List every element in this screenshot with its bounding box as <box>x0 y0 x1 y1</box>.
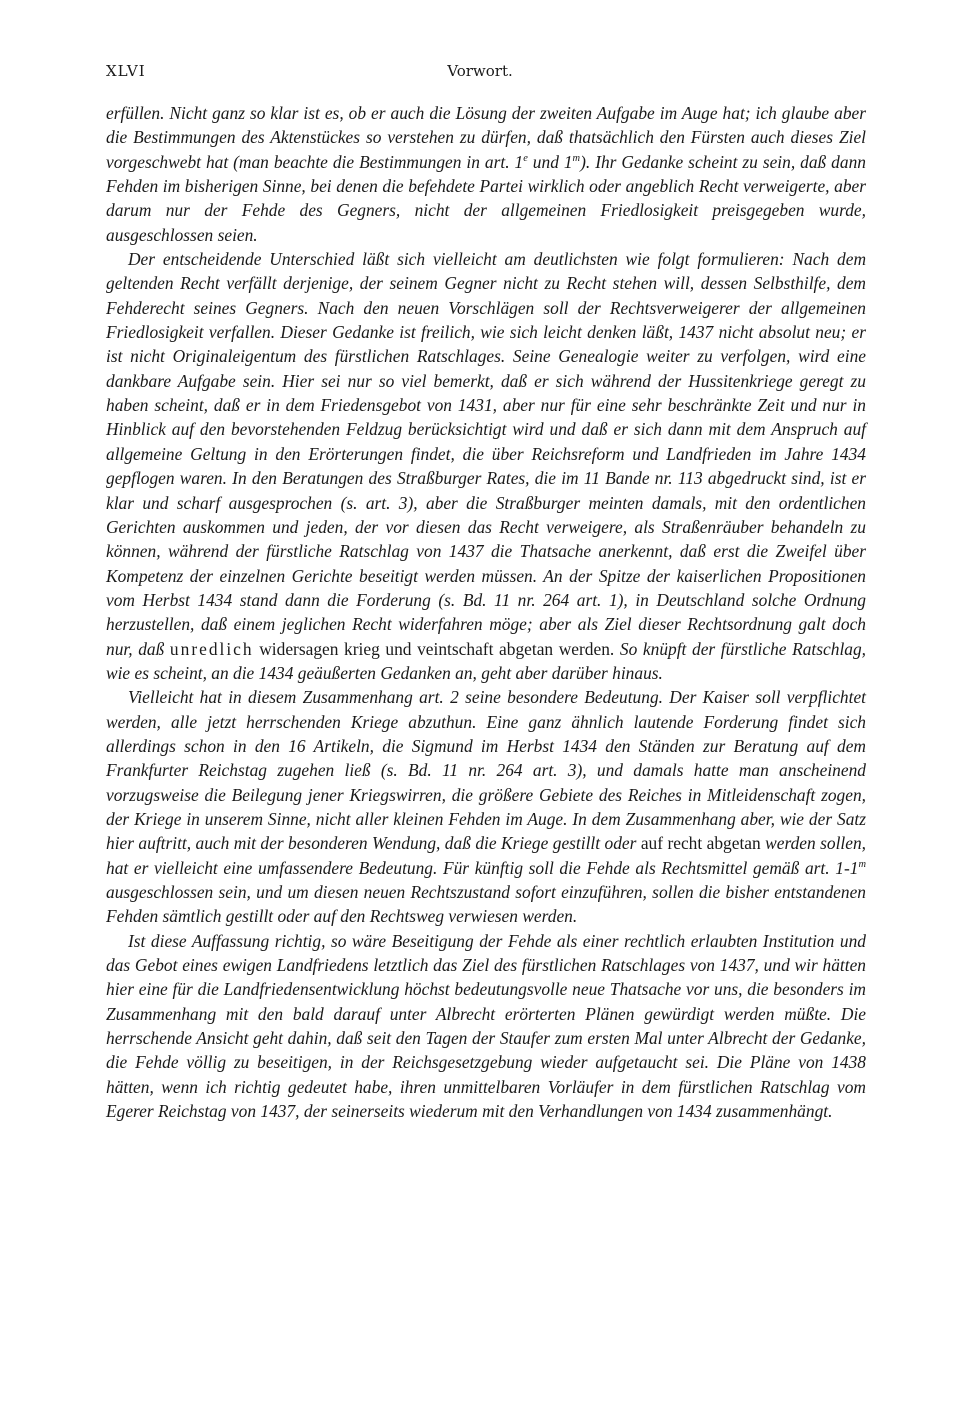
text-segment: erfüllen. Nicht ganz so klar ist es, ob er auch die Lösung der zweiten Aufgabe im Auge hat; ich glaube aber die Bestimmungen des Aktenstückes so verstehen zu dürfen, daß thatsächlich den Fürsten auch dieses Ziel vorgeschwebt hat (man beachte die Bestimmungen in art. 1 <box>106 103 866 172</box>
text-segment: und 1 <box>527 151 573 172</box>
text-segment: unredlich <box>169 638 254 659</box>
text-segment: Ist diese Auffassung richtig, so wäre Beseitigung der Fehde als einer rechtlich erlaubten Institution und das Gebot eines ewigen Landfriedens letztlich das Ziel des fürstlichen Ratschlages von 1437, und wir hätten hier eine für die Landfriedensentwicklung höchst bedeutungsvolle neue Thatsache vor uns, die besonders im Zusammenhang mit den bald darauf unter Albrecht erörterten Plänen gewürdigt werden müßte. Die herrschende Ansicht geht dahin, daß seit den Tagen der Staufer zum ersten Mal unter Albrecht der Gedanke, die Fehde völlig zu beseitigen, in der Reichsgesetzgebung wieder aufgetaucht sei. Die Pläne von 1438 hätten, wenn ich richtig gedeutet habe, ihren unmittelbaren Vorläufer in dem fürstlichen Ratschlag vom Egerer Reichstag von 1437, der seinerseits wiederum mit den Verhandlungen von 1434 zusammenhängt. <box>106 930 866 1122</box>
paragraph <box>106 101 866 247</box>
body-text <box>106 101 866 1123</box>
superscript: e <box>523 152 528 164</box>
superscript: m <box>858 858 866 870</box>
running-title: Vorwort. <box>447 62 513 80</box>
text-segment: werden sollen, hat er vielleicht eine umfassendere Bedeutung. Für künftig soll die Fehde als Rechtsmittel gemäß art. 1-1 <box>106 833 866 878</box>
superscript: m <box>572 152 581 164</box>
paragraph <box>106 247 866 685</box>
text-segment: Vielleicht hat in diesem Zusammenhang art. 2 seine besondere Bedeutung. Der Kaiser soll verpflichtet werden, alle jetzt herrschenden Kriege abzuthun. Eine ganz ähnlich lautende Forderung findet sich allerdings schon in den 16 Artikeln, die Sigmund im Herbst 1434 den Ständen zur Beratung auf dem Frankfurter Reichstag zugehen ließ (s. Bd. 11 nr. 264 art. 3), und damals hatte man anscheinend vorzugsweise die Beilegung jener Kriegswirren, die größere Gebiete des Reiches in Mitleidenschaft zogen, der Kriege in unserem Sinne, nicht aller kleinen Fehden im Auge. In dem Zusammenhang aber, wie der Satz hier auftritt, auch mit der besonderen Wendung, daß die Kriege gestillt oder <box>106 687 866 854</box>
text-segment: auf recht abgetan <box>640 833 761 854</box>
text-segment: ausgeschlossen sein, und um diesen neuen Rechtszustand sofort einzuführen, sollen die bisher entstandenen Fehden sämtlich gestillt oder auf den Rechtsweg verwiesen werden. <box>106 882 866 927</box>
paragraph <box>106 685 866 928</box>
text-segment: So knüpft der fürstliche Ratschlag, wie es scheint, an die 1434 geäußerten Gedanken an, geht aber darüber hinaus. <box>106 638 867 683</box>
text-segment: widersagen krieg und veintschaft abgetan werden. <box>253 638 615 659</box>
paragraph <box>106 929 866 1124</box>
page-number: XLVI <box>106 62 146 80</box>
page-header <box>106 62 854 86</box>
text-segment: ). Ihr Gedanke scheint zu sein, daß dann Fehden im bisherigen Sinne, bei denen die befehdete Partei wirklich oder angeblich Recht verweigerte, aber darum nur der Fehde des Gegners, nicht der allgemeinen Friedlosigkeit preisgegeben wurde, ausgeschlossen seien. <box>106 151 866 245</box>
text-segment: Der entscheidende Unterschied läßt sich vielleicht am deutlichsten wie folgt formulieren: Nach dem geltenden Recht verfällt derjenige, der seinem Gegner nicht zu Recht stehen will, dessen Selbsthilfe, dem Fehderecht seines Gegners. Nach den neuen Vorschlägen soll der Rechtsverweigerer der allgemeinen Friedlosigkeit verfallen. Dieser Gedanke ist freilich, wie sich leicht denken läßt, 1437 nicht absolut neu; er ist nicht Originaleigentum des fürstlichen Ratschlages. Seine Genealogie weiter zu verfolgen, wird eine dankbare Aufgabe sein. Hier sei nur so viel bemerkt, daß er sich während der Hussitenkriege geregt zu haben scheint, daß er in dem Friedensgebot von 1431, aber nur für eine sehr beschränkte Zeit und nur in Hinblick auf den bevorstehenden Feldzug berücksichtigt wird und daß er sich dann mit dem Anspruch auf allgemeine Geltung in den Erörterungen findet, die über Reichsreform und Landfrieden im Jahre 1434 gepflogen waren. In den Beratungen des Straßburger Rates, die im 11 Bande nr. 113 abgedruckt sind, ist er klar und scharf ausgesprochen (s. art. 3), aber die Straßburger meinten damals, mit den ordentlichen Gerichten auskommen und jeden, der vor diesen das Recht verweigere, als Straßenräuber behandeln zu können, während der fürstliche Ratschlag von 1437 die Thatsache anerkennt, daß erst die Zweifel über Kompetenz der einzelnen Gerichte beseitigt werden müssen. An der Spitze der kaiserlichen Propositionen vom Herbst 1434 stand dann die Forderung (s. Bd. 11 nr. 264 art. 1), in Deutschland solche Ordnung herzustellen, daß einem jeglichen Recht widerfahren möge; aber als Ziel dieser Rechtsordnung galt doch nur, daß <box>106 249 866 659</box>
